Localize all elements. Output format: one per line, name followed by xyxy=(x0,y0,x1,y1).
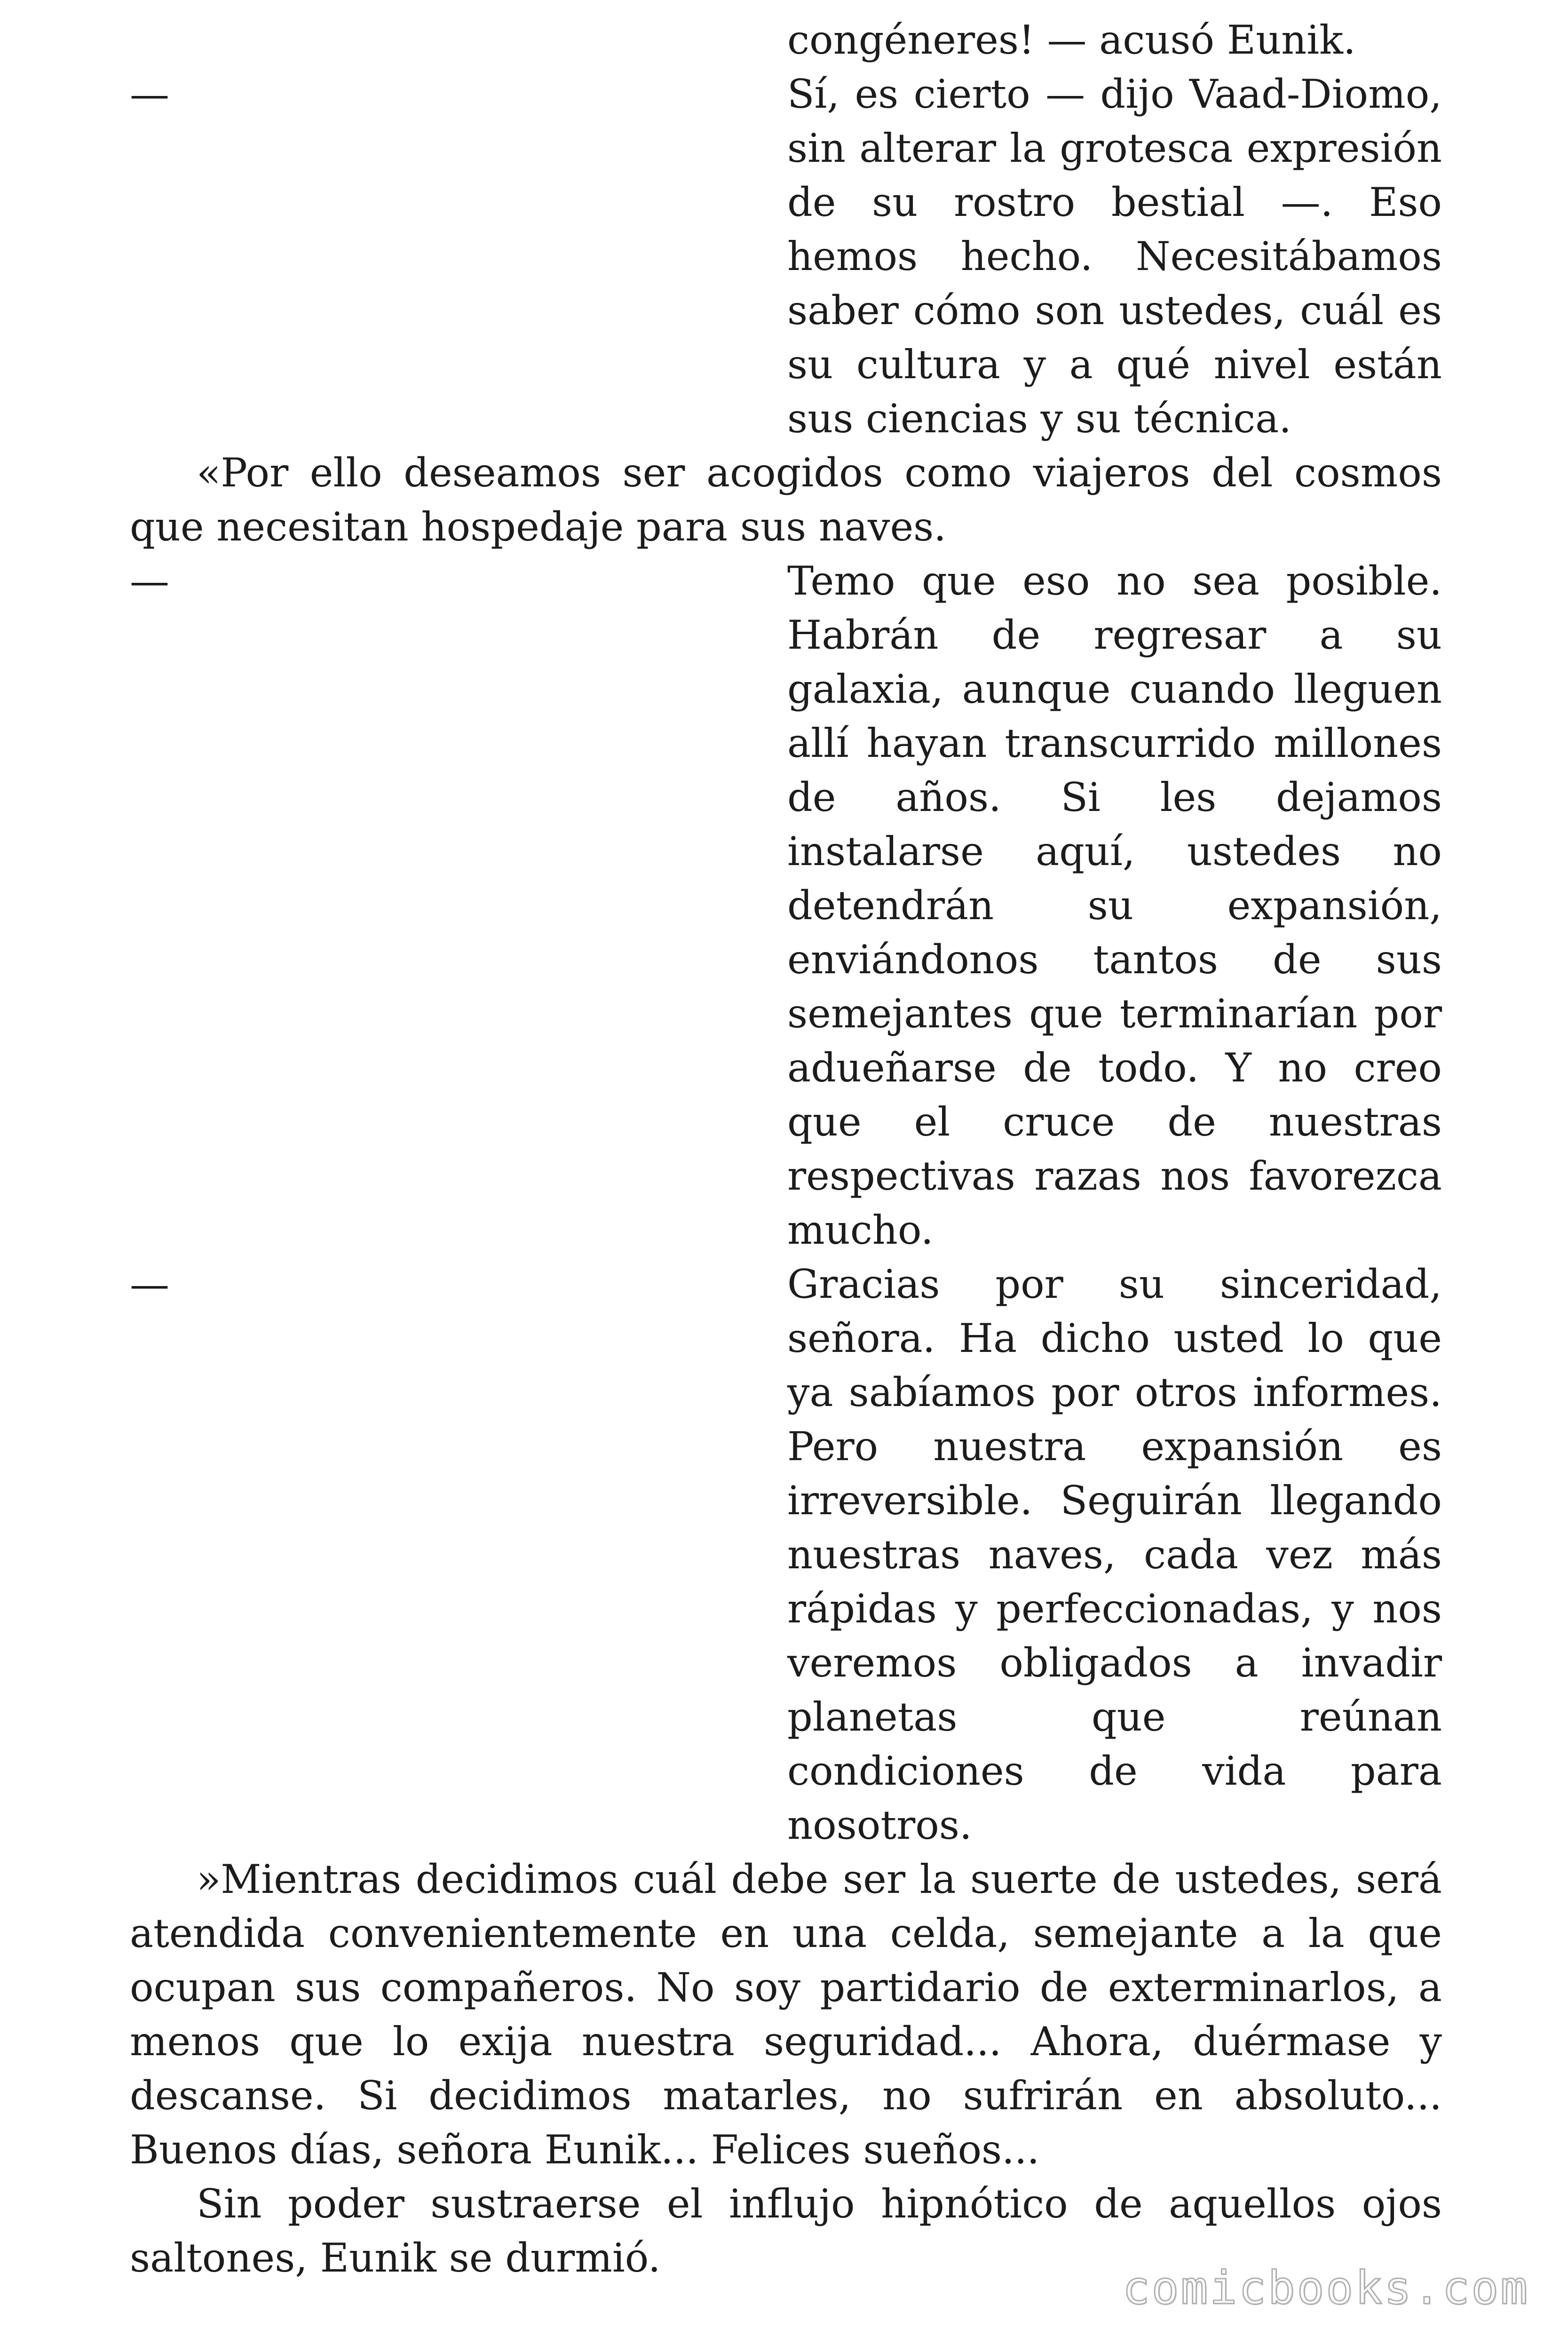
paragraph-3: Sin poder sustraerse el influjo hipnótico de aquellos ojos saltones, Eunik se durmió. xyxy=(130,2181,1442,2281)
dialog-dash: — xyxy=(130,1261,169,1307)
page-text xyxy=(130,13,1442,2285)
dialog-text: Temo que eso no sea posible. Habrán de regresar a su galaxia, aunque cuando lleguen allí hayan transcurrido millones de años. Si les dejamos instalarse aquí, ustedes no detendrán su expansión, enviándonos tantos de sus semejantes que terminarían por adueñarse de todo. Y no creo que el cruce de nuestras respectivas razas nos favorezca mucho. xyxy=(787,558,1442,1253)
dialog-text: Gracias por su sinceridad, señora. Ha dicho usted lo que ya sabíamos por otros informes. Pero nuestra expansión es irreversible. Seguirán llegando nuestras naves, cada vez más rápidas y perfeccionadas, y nos veremos obligados a invadir planetas que reúnan condiciones de vida para nosotros. xyxy=(787,1261,1442,1848)
continued-dialog-line: congéneres! — acusó Eunik. xyxy=(787,17,1356,63)
dialog-line-1 xyxy=(130,67,1442,446)
dialog-dash: — xyxy=(130,558,169,604)
dialog-line-3 xyxy=(130,1257,1442,1852)
paragraph-1: «Por ello deseamos ser acogidos como viajeros del cosmos que necesitan hospedaje para sus naves. xyxy=(130,450,1442,550)
watermark-logo: comicbooks.com xyxy=(1122,2262,1529,2314)
dialog-dash: — xyxy=(130,71,169,117)
paragraph-2: »Mientras decidimos cuál debe ser la suerte de ustedes, será atendida convenientemente en una celda, semejante a la que ocupan sus compañeros. No soy partidario de exterminarlos, a menos que lo exija nuestra seguridad... Ahora, duérmase y descanse. Si decidimos matarles, no sufrirán en absoluto... Buenos días, señora Eunik... Felices sueños... xyxy=(130,1856,1442,2173)
dialog-text: Sí, es cierto — dijo Vaad-Diomo, sin alterar la grotesca expresión de su rostro bestial —. Eso hemos hecho. Necesitábamos saber cómo son ustedes, cuál es su cultura y a qué nivel están sus ciencias y su técnica. xyxy=(787,71,1442,442)
dialog-line-2 xyxy=(130,554,1442,1257)
